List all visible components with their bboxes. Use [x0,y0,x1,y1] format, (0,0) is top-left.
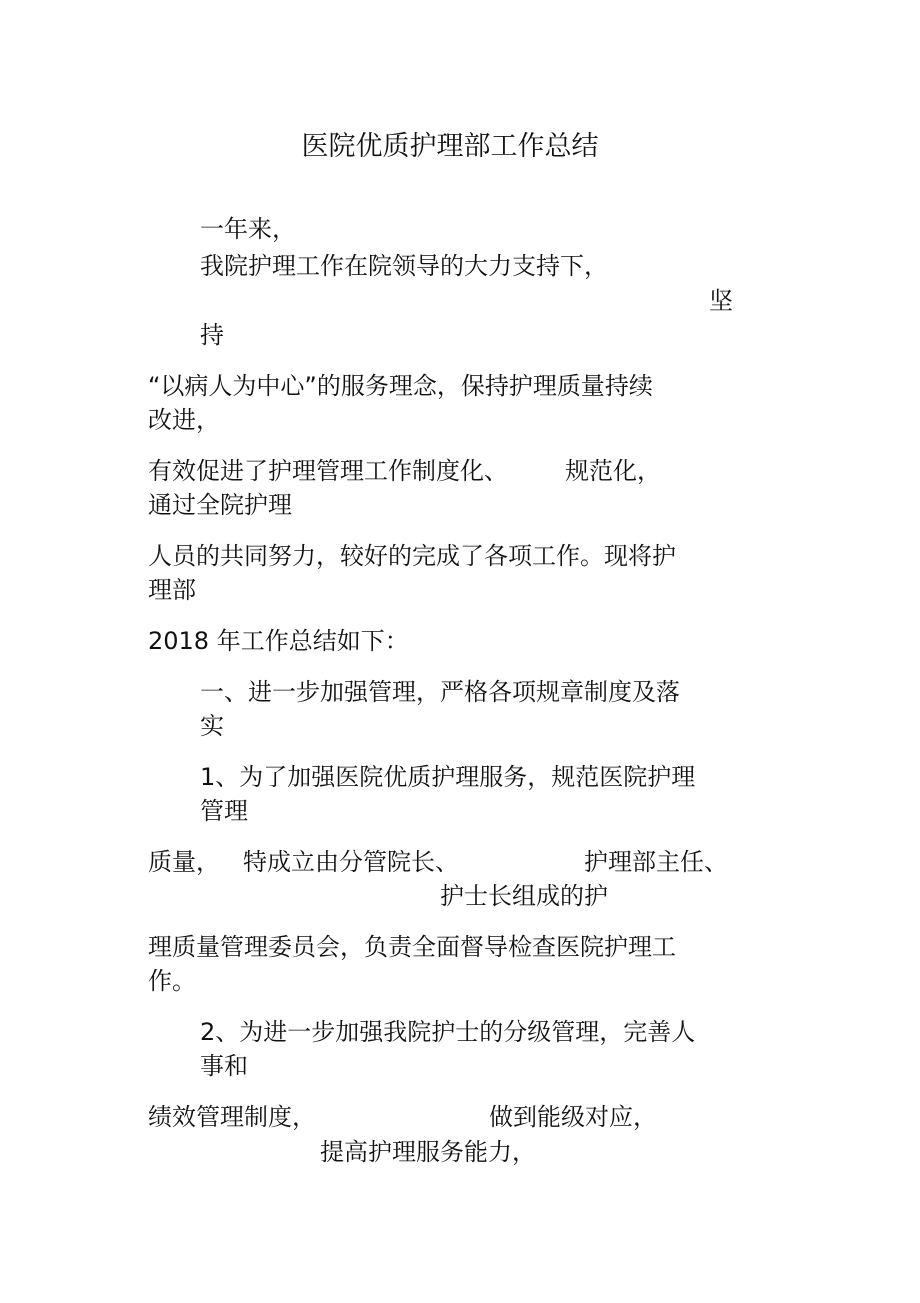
paragraph-line: 提高护理服务能力， [320,1138,536,1166]
paragraph-line: 2018 年工作总结如下： [148,627,409,655]
paragraph-line: 作。 [148,967,196,995]
paragraph-line: 持 [200,321,224,349]
paragraph-line: 质量， [148,848,220,876]
paragraph-line: 有效促进了护理管理工作制度化、 [148,457,508,485]
paragraph-line: 特成立由分管院长、 [243,848,459,876]
paragraph-line: 绩效管理制度， [148,1103,316,1131]
paragraph-line: 通过全院护理 [148,491,292,519]
paragraph-line: 改进， [148,406,220,434]
paragraph-line: 2、为进一步加强我院护士的分级管理，完善人 [200,1018,696,1046]
paragraph-line: 1、为了加强医院优质护理服务，规范医院护理 [200,763,696,791]
paragraph-line: 护理部主任、 [584,848,728,876]
paragraph-line: 管理 [200,797,248,825]
paragraph-line: 规范化， [565,457,661,485]
paragraph-line: “以病人为中心”的服务理念，保持护理质量持续 [148,372,653,400]
paragraph-line: 人员的共同努力，较好的完成了各项工作。现将护 [148,542,676,570]
paragraph-line: 我院护理工作在院领导的大力支持下， [200,252,608,280]
paragraph-line: 护士长组成的护 [440,882,608,910]
paragraph-line: 实 [200,712,224,740]
paragraph-line: 坚 [709,287,733,315]
document-title: 医院优质护理部工作总结 [301,131,599,162]
section-heading: 一、进一步加强管理，严格各项规章制度及落 [200,678,680,706]
paragraph-line: 理质量管理委员会，负责全面督导检查医院护理工 [148,933,676,961]
paragraph-line: 一年来， [200,215,296,243]
paragraph-line: 理部 [148,576,196,604]
paragraph-line: 事和 [200,1052,248,1080]
paragraph-line: 做到能级对应， [489,1103,657,1131]
